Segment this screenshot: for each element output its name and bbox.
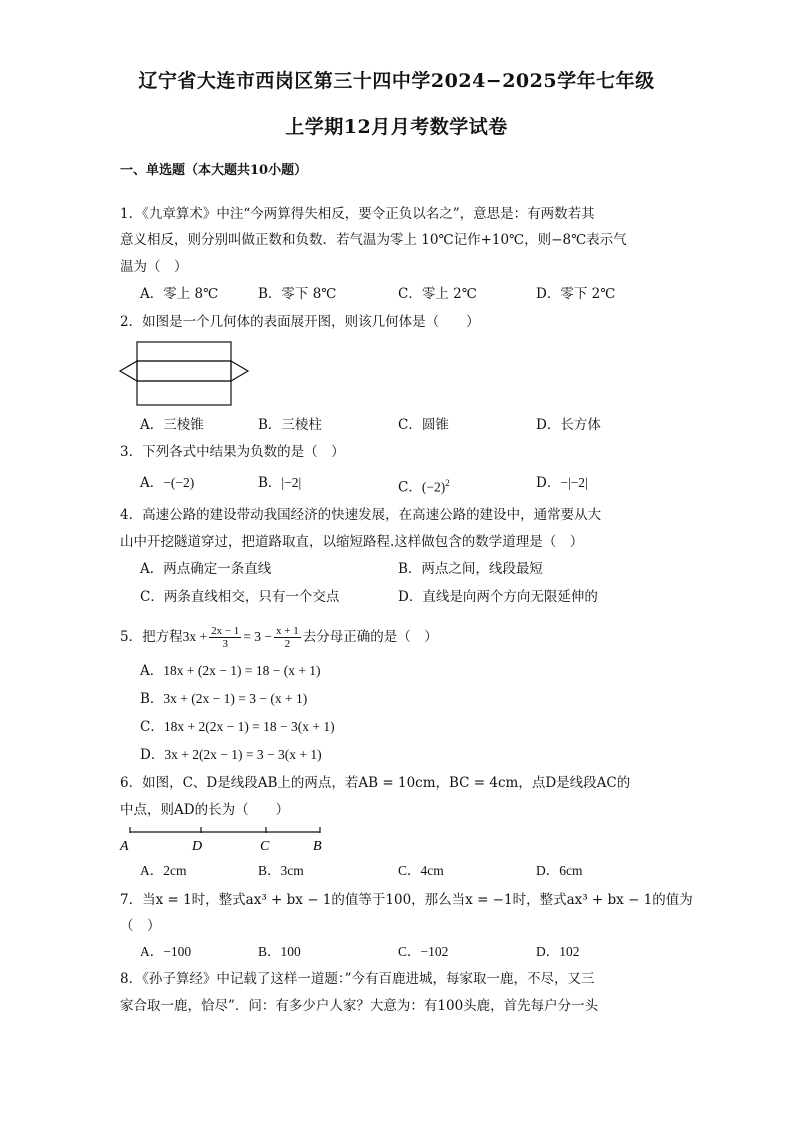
- q5-fraction-2-denominator: 2: [284, 638, 291, 650]
- point-label-b: B: [313, 839, 322, 854]
- q4-option-b[interactable]: B．两点之间，线段最短: [398, 561, 543, 577]
- q7-option-d[interactable]: D．102: [536, 944, 580, 959]
- q6-line2: 中点，则AD的长为（ ）: [120, 802, 290, 818]
- q2-option-d[interactable]: D．长方体: [536, 417, 601, 433]
- q5-option-c-expr: 18x + 2(2x − 1) = 18 − 3(x + 1): [163, 719, 335, 734]
- q5-suffix: 去分母正确的是（ ）: [302, 629, 438, 645]
- q6-option-a[interactable]: A．2cm: [140, 863, 187, 878]
- q5-fraction-1-numerator: 2x − 1: [211, 625, 240, 637]
- q4-option-d[interactable]: D．直线是向两个方向无限延伸的: [398, 589, 598, 605]
- q1-line3: 温为（ ）: [120, 259, 188, 275]
- q2-option-b[interactable]: B．三棱柱: [258, 417, 322, 433]
- q3-option-b-expr: |−2|: [281, 475, 302, 490]
- net-triangle-left: [120, 361, 137, 381]
- q5-option-c[interactable]: [140, 718, 335, 736]
- q6-line1: 6．如图，C、D是线段AB上的两点，若AB = 10cm，BC = 4cm，点D是线段AC的: [120, 775, 631, 791]
- q5-stem: [120, 622, 438, 652]
- point-label-a: A: [120, 839, 129, 854]
- q5-option-d-letter: D．: [140, 747, 165, 763]
- point-label-c: C: [260, 839, 270, 854]
- q5-eq-part-b: = 3 −: [243, 629, 273, 644]
- q3-option-c-expr: (−2): [421, 479, 446, 495]
- q1-option-c[interactable]: C．零上 2℃: [398, 286, 477, 302]
- q7-option-a[interactable]: A．−100: [140, 944, 192, 959]
- q3-option-c[interactable]: [398, 474, 450, 497]
- q3-option-d-letter: D．: [536, 475, 561, 491]
- point-label-d: D: [192, 839, 203, 854]
- q3-stem: 3．下列各式中结果为负数的是（ ）: [120, 444, 345, 460]
- q6-option-b[interactable]: B．3cm: [258, 863, 304, 878]
- q3-option-d[interactable]: [536, 474, 588, 492]
- q3-option-d-expr: −|−2|: [560, 475, 588, 490]
- q2-option-c[interactable]: C．圆锥: [398, 417, 449, 433]
- q4-option-a[interactable]: A．两点确定一条直线: [140, 561, 272, 577]
- q1-line2: 意义相反，则分别叫做正数和负数．若气温为零上 10℃记作+10℃，则−8℃表示气: [120, 232, 627, 248]
- q5-option-b[interactable]: [140, 690, 307, 708]
- q4-option-c[interactable]: C．两条直线相交，只有一个交点: [140, 589, 340, 605]
- q7-option-c[interactable]: C．−102: [398, 944, 449, 959]
- q1-option-d[interactable]: D．零下 2℃: [536, 286, 616, 302]
- segment-figure: [118, 824, 333, 854]
- net-triangle-right: [231, 361, 248, 381]
- net-rect-bottom: [137, 381, 231, 405]
- q5-option-d-expr: 3x + 2(2x − 1) = 3 − 3(x + 1): [164, 747, 322, 762]
- q3-option-a-letter: A．: [140, 475, 164, 491]
- q5-option-d[interactable]: [140, 746, 322, 764]
- q5-option-b-expr: 3x + (2x − 1) = 3 − (x + 1): [163, 691, 308, 706]
- q5-option-a[interactable]: [140, 662, 321, 680]
- q1-option-a[interactable]: A．零上 8℃: [140, 286, 219, 302]
- q3-option-b[interactable]: [258, 474, 301, 492]
- q4-line2: 山中开挖隧道穿过，把道路取直，以缩短路程.这样做包含的数学道理是（ ）: [120, 534, 584, 550]
- section-heading: 一、单选题（本大题共10小题）: [120, 163, 308, 178]
- q8-line2: 家合取一鹿，恰尽”．问：有多少户人家？大意为：有100头鹿，首先每户分一头: [120, 998, 599, 1014]
- q5-option-a-letter: A．: [140, 663, 164, 679]
- q5-option-a-expr: 18x + (2x − 1) = 18 − (x + 1): [163, 663, 321, 678]
- q3-option-c-exponent: 2: [445, 478, 450, 488]
- q1-line1: 1．《九章算术》中注“今两算得失相反，要令正负以名之”，意思是：有两数若其: [120, 206, 595, 222]
- q5-fraction-2: [274, 625, 301, 650]
- q8-line1: 8．《孙子算经》中记载了这样一道题：”今有百鹿进城，每家取一鹿，不尽，又三: [120, 971, 595, 987]
- q5-fraction-1: [209, 625, 241, 650]
- prism-net-figure: [118, 340, 250, 408]
- q6-option-c[interactable]: C．4cm: [398, 863, 444, 878]
- q7-line1: 7．当x = 1时，整式ax³ + bx − 1的值等于100，那么当x = −1时，整式ax³ + bx − 1的值为: [120, 892, 693, 908]
- q5-prefix: 5．把方程: [120, 629, 183, 645]
- net-rect-top: [137, 342, 231, 361]
- q6-option-d[interactable]: D．6cm: [536, 863, 583, 878]
- q5-fraction-2-numerator: x + 1: [276, 625, 299, 637]
- q5-option-c-letter: C．: [140, 719, 164, 735]
- net-rect-middle: [137, 361, 231, 381]
- q1-option-b[interactable]: B．零下 8℃: [258, 286, 337, 302]
- q3-option-b-letter: B．: [258, 475, 282, 491]
- q3-option-a[interactable]: [140, 474, 194, 492]
- exam-title-line1: 辽宁省大连市西岗区第三十四中学2024−2025学年七年级: [138, 70, 655, 92]
- q3-option-a-expr: −(−2): [163, 475, 195, 490]
- q7-line2: （ ）: [120, 918, 161, 934]
- q5-fraction-1-denominator: 3: [222, 638, 228, 650]
- q2-option-a[interactable]: A．三棱锥: [140, 417, 204, 433]
- q3-option-c-letter: C．: [398, 479, 422, 496]
- q5-option-b-letter: B．: [140, 691, 164, 707]
- q2-stem: 2．如图是一个几何体的表面展开图，则该几何体是（ ）: [120, 314, 480, 330]
- q4-line1: 4．高速公路的建设带动我国经济的快速发展，在高速公路的建设中，通常要从大: [120, 507, 602, 523]
- exam-title-line2: 上学期12月月考数学试卷: [285, 116, 508, 138]
- q7-option-b[interactable]: B．100: [258, 944, 301, 959]
- q5-eq-part-a: 3x +: [182, 629, 208, 644]
